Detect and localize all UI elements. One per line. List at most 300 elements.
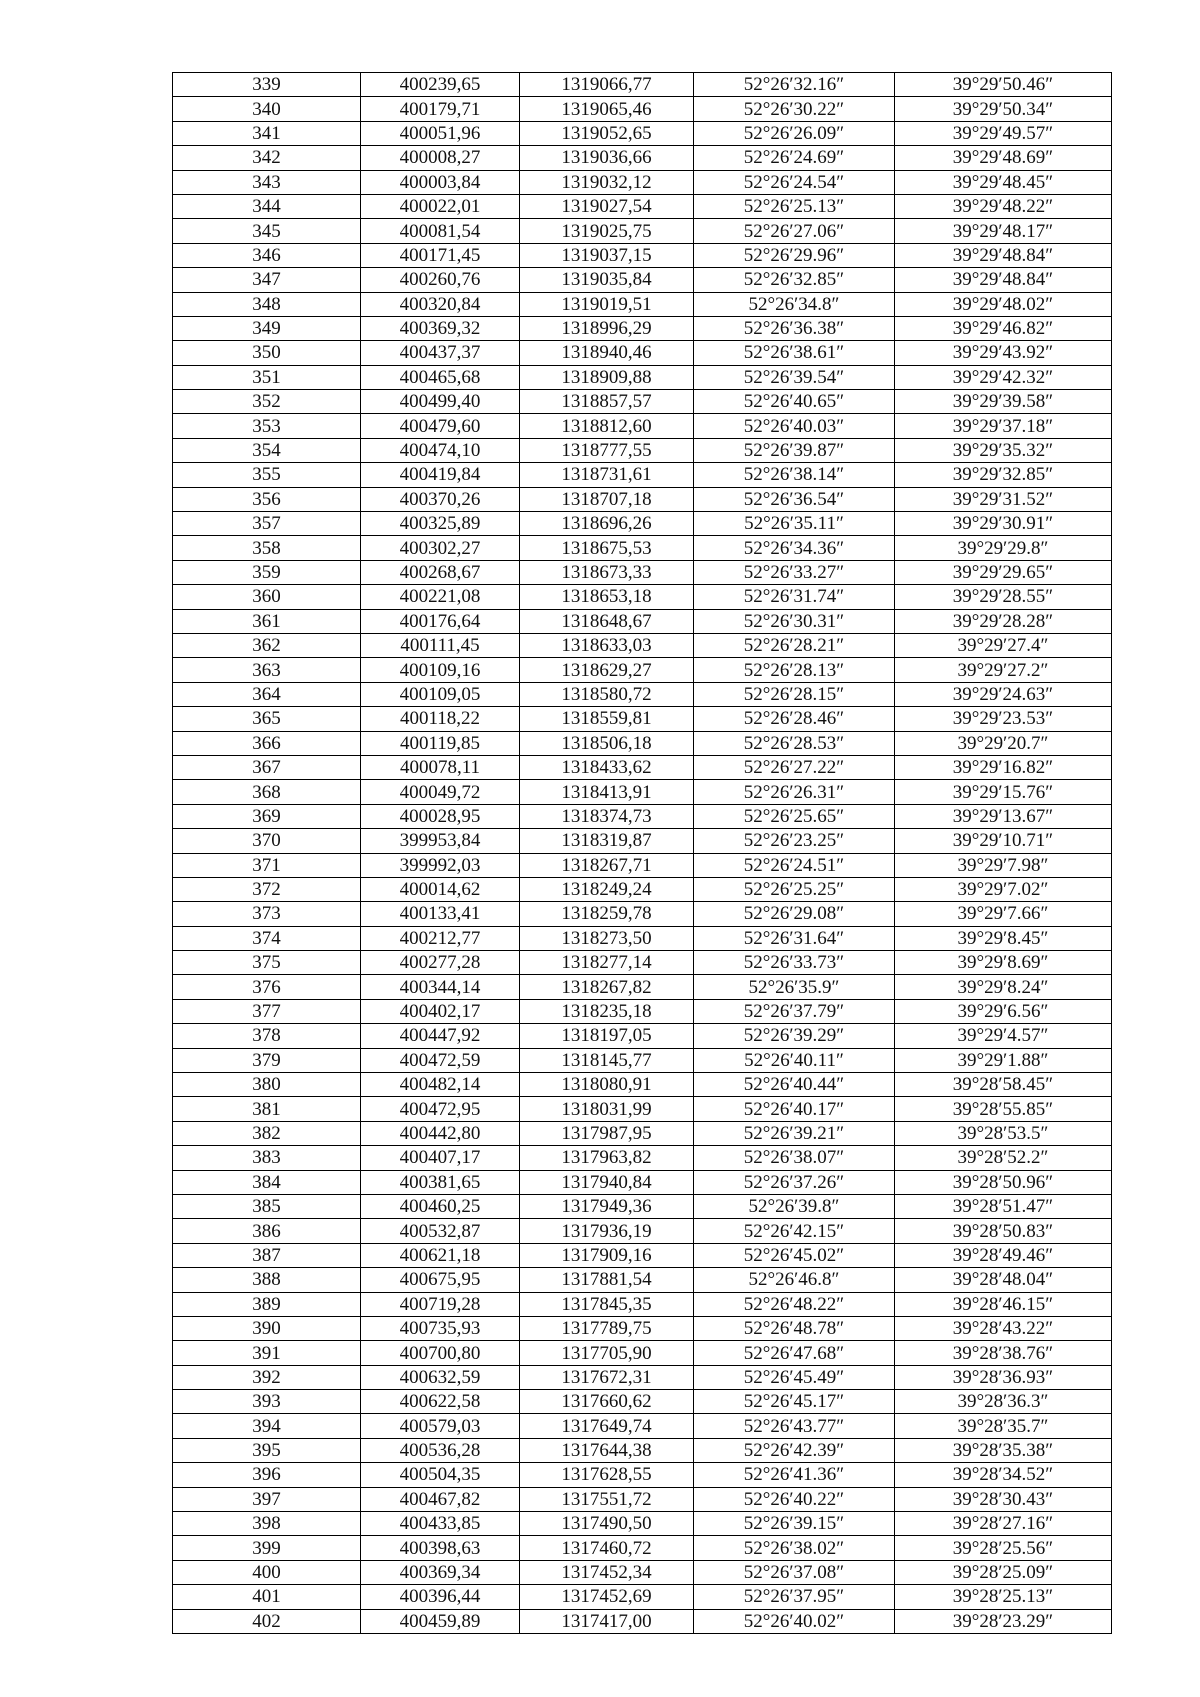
latitude-cell: 52°26′25.25″	[694, 877, 895, 901]
y-coordinate-cell: 1317644,38	[520, 1438, 694, 1462]
latitude-cell: 52°26′41.36″	[694, 1463, 895, 1487]
latitude-cell: 52°26′24.69″	[694, 146, 895, 170]
latitude-cell: 52°26′39.21″	[694, 1121, 895, 1145]
longitude-cell: 39°29′7.66″	[895, 902, 1112, 926]
table-row	[173, 268, 1112, 292]
table-row	[173, 1463, 1112, 1487]
table-row	[173, 1609, 1112, 1633]
point-number-cell: 394	[173, 1414, 361, 1438]
x-coordinate-cell: 400467,82	[361, 1487, 520, 1511]
point-number-cell: 378	[173, 1024, 361, 1048]
latitude-cell: 52°26′29.96″	[694, 243, 895, 267]
y-coordinate-cell: 1318249,24	[520, 877, 694, 901]
y-coordinate-cell: 1319027,54	[520, 194, 694, 218]
latitude-cell: 52°26′39.15″	[694, 1512, 895, 1536]
x-coordinate-cell: 400008,27	[361, 146, 520, 170]
x-coordinate-cell: 400320,84	[361, 292, 520, 316]
y-coordinate-cell: 1317963,82	[520, 1146, 694, 1170]
point-number-cell: 374	[173, 926, 361, 950]
point-number-cell: 363	[173, 658, 361, 682]
latitude-cell: 52°26′40.11″	[694, 1048, 895, 1072]
point-number-cell: 381	[173, 1097, 361, 1121]
y-coordinate-cell: 1318267,71	[520, 853, 694, 877]
table-row	[173, 1487, 1112, 1511]
point-number-cell: 377	[173, 999, 361, 1023]
latitude-cell: 52°26′39.54″	[694, 365, 895, 389]
point-number-cell: 355	[173, 463, 361, 487]
table-row	[173, 1170, 1112, 1194]
point-number-cell: 398	[173, 1512, 361, 1536]
point-number-cell: 376	[173, 975, 361, 999]
longitude-cell: 39°28′35.38″	[895, 1438, 1112, 1462]
x-coordinate-cell: 400442,80	[361, 1121, 520, 1145]
table-row	[173, 194, 1112, 218]
x-coordinate-cell: 400447,92	[361, 1024, 520, 1048]
table-row	[173, 1316, 1112, 1340]
latitude-cell: 52°26′33.73″	[694, 951, 895, 975]
x-coordinate-cell: 400078,11	[361, 755, 520, 779]
table-row	[173, 243, 1112, 267]
longitude-cell: 39°29′32.85″	[895, 463, 1112, 487]
point-number-cell: 350	[173, 341, 361, 365]
latitude-cell: 52°26′42.15″	[694, 1219, 895, 1243]
table-row	[173, 853, 1112, 877]
y-coordinate-cell: 1318433,62	[520, 755, 694, 779]
point-number-cell: 385	[173, 1194, 361, 1218]
table-row	[173, 633, 1112, 657]
point-number-cell: 368	[173, 780, 361, 804]
x-coordinate-cell: 400277,28	[361, 951, 520, 975]
longitude-cell: 39°29′43.92″	[895, 341, 1112, 365]
y-coordinate-cell: 1317845,35	[520, 1292, 694, 1316]
latitude-cell: 52°26′35.9″	[694, 975, 895, 999]
longitude-cell: 39°29′50.34″	[895, 97, 1112, 121]
x-coordinate-cell: 400369,32	[361, 316, 520, 340]
x-coordinate-cell: 400221,08	[361, 585, 520, 609]
latitude-cell: 52°26′45.49″	[694, 1365, 895, 1389]
point-number-cell: 351	[173, 365, 361, 389]
point-number-cell: 383	[173, 1146, 361, 1170]
x-coordinate-cell: 400472,59	[361, 1048, 520, 1072]
point-number-cell: 396	[173, 1463, 361, 1487]
y-coordinate-cell: 1318145,77	[520, 1048, 694, 1072]
table-row	[173, 1048, 1112, 1072]
y-coordinate-cell: 1319035,84	[520, 268, 694, 292]
point-number-cell: 401	[173, 1585, 361, 1609]
y-coordinate-cell: 1318277,14	[520, 951, 694, 975]
table-row	[173, 975, 1112, 999]
y-coordinate-cell: 1318031,99	[520, 1097, 694, 1121]
latitude-cell: 52°26′26.09″	[694, 121, 895, 145]
longitude-cell: 39°29′10.71″	[895, 829, 1112, 853]
table-row	[173, 1121, 1112, 1145]
x-coordinate-cell: 400051,96	[361, 121, 520, 145]
longitude-cell: 39°29′48.84″	[895, 268, 1112, 292]
table-row	[173, 1243, 1112, 1267]
point-number-cell: 349	[173, 316, 361, 340]
table-row	[173, 512, 1112, 536]
longitude-cell: 39°28′38.76″	[895, 1341, 1112, 1365]
latitude-cell: 52°26′38.02″	[694, 1536, 895, 1560]
latitude-cell: 52°26′40.44″	[694, 1073, 895, 1097]
table-row	[173, 682, 1112, 706]
x-coordinate-cell: 400111,45	[361, 633, 520, 657]
coordinates-table-body	[173, 73, 1112, 1634]
table-row	[173, 829, 1112, 853]
table-row	[173, 1365, 1112, 1389]
x-coordinate-cell: 400482,14	[361, 1073, 520, 1097]
y-coordinate-cell: 1318940,46	[520, 341, 694, 365]
longitude-cell: 39°29′7.02″	[895, 877, 1112, 901]
latitude-cell: 52°26′25.13″	[694, 194, 895, 218]
x-coordinate-cell: 400260,76	[361, 268, 520, 292]
table-row	[173, 1341, 1112, 1365]
table-row	[173, 97, 1112, 121]
y-coordinate-cell: 1318707,18	[520, 487, 694, 511]
point-number-cell: 341	[173, 121, 361, 145]
latitude-cell: 52°26′28.46″	[694, 707, 895, 731]
longitude-cell: 39°29′42.32″	[895, 365, 1112, 389]
x-coordinate-cell: 400700,80	[361, 1341, 520, 1365]
table-row	[173, 1560, 1112, 1584]
x-coordinate-cell: 400479,60	[361, 414, 520, 438]
point-number-cell: 365	[173, 707, 361, 731]
x-coordinate-cell: 400344,14	[361, 975, 520, 999]
longitude-cell: 39°28′25.13″	[895, 1585, 1112, 1609]
longitude-cell: 39°29′48.02″	[895, 292, 1112, 316]
x-coordinate-cell: 399992,03	[361, 853, 520, 877]
latitude-cell: 52°26′36.54″	[694, 487, 895, 511]
longitude-cell: 39°29′28.28″	[895, 609, 1112, 633]
table-row	[173, 999, 1112, 1023]
latitude-cell: 52°26′38.61″	[694, 341, 895, 365]
point-number-cell: 372	[173, 877, 361, 901]
y-coordinate-cell: 1319065,46	[520, 97, 694, 121]
table-row	[173, 1536, 1112, 1560]
latitude-cell: 52°26′46.8″	[694, 1268, 895, 1292]
table-row	[173, 1268, 1112, 1292]
table-row	[173, 414, 1112, 438]
point-number-cell: 364	[173, 682, 361, 706]
x-coordinate-cell: 399953,84	[361, 829, 520, 853]
x-coordinate-cell: 400419,84	[361, 463, 520, 487]
point-number-cell: 346	[173, 243, 361, 267]
table-row	[173, 341, 1112, 365]
x-coordinate-cell: 400465,68	[361, 365, 520, 389]
point-number-cell: 359	[173, 560, 361, 584]
table-row	[173, 438, 1112, 462]
point-number-cell: 347	[173, 268, 361, 292]
y-coordinate-cell: 1317936,19	[520, 1219, 694, 1243]
table-row	[173, 609, 1112, 633]
y-coordinate-cell: 1318633,03	[520, 633, 694, 657]
table-row	[173, 219, 1112, 243]
latitude-cell: 52°26′47.68″	[694, 1341, 895, 1365]
longitude-cell: 39°29′27.4″	[895, 633, 1112, 657]
point-number-cell: 339	[173, 73, 361, 97]
table-row	[173, 902, 1112, 926]
x-coordinate-cell: 400398,63	[361, 1536, 520, 1560]
latitude-cell: 52°26′36.38″	[694, 316, 895, 340]
latitude-cell: 52°26′40.02″	[694, 1609, 895, 1633]
x-coordinate-cell: 400396,44	[361, 1585, 520, 1609]
table-row	[173, 1073, 1112, 1097]
x-coordinate-cell: 400504,35	[361, 1463, 520, 1487]
x-coordinate-cell: 400049,72	[361, 780, 520, 804]
latitude-cell: 52°26′32.16″	[694, 73, 895, 97]
table-row	[173, 1390, 1112, 1414]
point-number-cell: 371	[173, 853, 361, 877]
x-coordinate-cell: 400268,67	[361, 560, 520, 584]
y-coordinate-cell: 1319025,75	[520, 219, 694, 243]
longitude-cell: 39°29′50.46″	[895, 73, 1112, 97]
latitude-cell: 52°26′30.22″	[694, 97, 895, 121]
longitude-cell: 39°29′1.88″	[895, 1048, 1112, 1072]
longitude-cell: 39°29′7.98″	[895, 853, 1112, 877]
latitude-cell: 52°26′39.29″	[694, 1024, 895, 1048]
x-coordinate-cell: 400003,84	[361, 170, 520, 194]
longitude-cell: 39°29′48.69″	[895, 146, 1112, 170]
y-coordinate-cell: 1317940,84	[520, 1170, 694, 1194]
y-coordinate-cell: 1317490,50	[520, 1512, 694, 1536]
point-number-cell: 362	[173, 633, 361, 657]
x-coordinate-cell: 400536,28	[361, 1438, 520, 1462]
y-coordinate-cell: 1319032,12	[520, 170, 694, 194]
y-coordinate-cell: 1318374,73	[520, 804, 694, 828]
latitude-cell: 52°26′37.79″	[694, 999, 895, 1023]
latitude-cell: 52°26′31.64″	[694, 926, 895, 950]
x-coordinate-cell: 400459,89	[361, 1609, 520, 1633]
table-row	[173, 877, 1112, 901]
longitude-cell: 39°28′50.96″	[895, 1170, 1112, 1194]
y-coordinate-cell: 1319037,15	[520, 243, 694, 267]
point-number-cell: 344	[173, 194, 361, 218]
table-row	[173, 390, 1112, 414]
latitude-cell: 52°26′42.39″	[694, 1438, 895, 1462]
table-row	[173, 731, 1112, 755]
x-coordinate-cell: 400579,03	[361, 1414, 520, 1438]
table-row	[173, 926, 1112, 950]
longitude-cell: 39°29′39.58″	[895, 390, 1112, 414]
point-number-cell: 340	[173, 97, 361, 121]
x-coordinate-cell: 400022,01	[361, 194, 520, 218]
point-number-cell: 380	[173, 1073, 361, 1097]
y-coordinate-cell: 1317628,55	[520, 1463, 694, 1487]
table-row	[173, 707, 1112, 731]
longitude-cell: 39°29′46.82″	[895, 316, 1112, 340]
y-coordinate-cell: 1318413,91	[520, 780, 694, 804]
point-number-cell: 388	[173, 1268, 361, 1292]
latitude-cell: 52°26′24.54″	[694, 170, 895, 194]
table-row	[173, 1024, 1112, 1048]
longitude-cell: 39°29′29.65″	[895, 560, 1112, 584]
table-row	[173, 755, 1112, 779]
table-row	[173, 804, 1112, 828]
longitude-cell: 39°28′55.85″	[895, 1097, 1112, 1121]
latitude-cell: 52°26′40.17″	[694, 1097, 895, 1121]
latitude-cell: 52°26′28.13″	[694, 658, 895, 682]
table-row	[173, 292, 1112, 316]
x-coordinate-cell: 400171,45	[361, 243, 520, 267]
x-coordinate-cell: 400370,26	[361, 487, 520, 511]
latitude-cell: 52°26′48.78″	[694, 1316, 895, 1340]
latitude-cell: 52°26′40.65″	[694, 390, 895, 414]
longitude-cell: 39°28′48.04″	[895, 1268, 1112, 1292]
latitude-cell: 52°26′45.17″	[694, 1390, 895, 1414]
longitude-cell: 39°29′48.84″	[895, 243, 1112, 267]
table-row	[173, 170, 1112, 194]
longitude-cell: 39°29′8.24″	[895, 975, 1112, 999]
table-row	[173, 316, 1112, 340]
table-row	[173, 463, 1112, 487]
point-number-cell: 356	[173, 487, 361, 511]
point-number-cell: 361	[173, 609, 361, 633]
y-coordinate-cell: 1317452,34	[520, 1560, 694, 1584]
y-coordinate-cell: 1318235,18	[520, 999, 694, 1023]
longitude-cell: 39°29′23.53″	[895, 707, 1112, 731]
longitude-cell: 39°28′25.56″	[895, 1536, 1112, 1560]
point-number-cell: 367	[173, 755, 361, 779]
x-coordinate-cell: 400133,41	[361, 902, 520, 926]
y-coordinate-cell: 1317417,00	[520, 1609, 694, 1633]
table-row	[173, 1292, 1112, 1316]
y-coordinate-cell: 1318696,26	[520, 512, 694, 536]
longitude-cell: 39°28′46.15″	[895, 1292, 1112, 1316]
x-coordinate-cell: 400369,34	[361, 1560, 520, 1584]
y-coordinate-cell: 1319036,66	[520, 146, 694, 170]
y-coordinate-cell: 1318273,50	[520, 926, 694, 950]
table-row	[173, 1512, 1112, 1536]
latitude-cell: 52°26′26.31″	[694, 780, 895, 804]
y-coordinate-cell: 1317452,69	[520, 1585, 694, 1609]
point-number-cell: 375	[173, 951, 361, 975]
x-coordinate-cell: 400735,93	[361, 1316, 520, 1340]
longitude-cell: 39°29′48.45″	[895, 170, 1112, 194]
x-coordinate-cell: 400381,65	[361, 1170, 520, 1194]
latitude-cell: 52°26′27.22″	[694, 755, 895, 779]
y-coordinate-cell: 1318319,87	[520, 829, 694, 853]
longitude-cell: 39°28′52.2″	[895, 1146, 1112, 1170]
x-coordinate-cell: 400532,87	[361, 1219, 520, 1243]
table-row	[173, 487, 1112, 511]
y-coordinate-cell: 1317949,36	[520, 1194, 694, 1218]
table-row	[173, 1194, 1112, 1218]
point-number-cell: 392	[173, 1365, 361, 1389]
point-number-cell: 353	[173, 414, 361, 438]
point-number-cell: 348	[173, 292, 361, 316]
latitude-cell: 52°26′27.06″	[694, 219, 895, 243]
y-coordinate-cell: 1317672,31	[520, 1365, 694, 1389]
x-coordinate-cell: 400622,58	[361, 1390, 520, 1414]
latitude-cell: 52°26′40.22″	[694, 1487, 895, 1511]
longitude-cell: 39°29′29.8″	[895, 536, 1112, 560]
point-number-cell: 379	[173, 1048, 361, 1072]
point-number-cell: 390	[173, 1316, 361, 1340]
longitude-cell: 39°29′24.63″	[895, 682, 1112, 706]
point-number-cell: 373	[173, 902, 361, 926]
x-coordinate-cell: 400109,16	[361, 658, 520, 682]
latitude-cell: 52°26′31.74″	[694, 585, 895, 609]
y-coordinate-cell: 1317551,72	[520, 1487, 694, 1511]
x-coordinate-cell: 400675,95	[361, 1268, 520, 1292]
point-number-cell: 343	[173, 170, 361, 194]
latitude-cell: 52°26′40.03″	[694, 414, 895, 438]
y-coordinate-cell: 1319066,77	[520, 73, 694, 97]
point-number-cell: 386	[173, 1219, 361, 1243]
table-row	[173, 73, 1112, 97]
point-number-cell: 352	[173, 390, 361, 414]
y-coordinate-cell: 1318580,72	[520, 682, 694, 706]
y-coordinate-cell: 1317460,72	[520, 1536, 694, 1560]
y-coordinate-cell: 1318673,33	[520, 560, 694, 584]
point-number-cell: 400	[173, 1560, 361, 1584]
y-coordinate-cell: 1318996,29	[520, 316, 694, 340]
longitude-cell: 39°29′48.22″	[895, 194, 1112, 218]
point-number-cell: 358	[173, 536, 361, 560]
y-coordinate-cell: 1317789,75	[520, 1316, 694, 1340]
table-row	[173, 951, 1112, 975]
latitude-cell: 52°26′25.65″	[694, 804, 895, 828]
longitude-cell: 39°28′58.45″	[895, 1073, 1112, 1097]
table-row	[173, 1438, 1112, 1462]
point-number-cell: 387	[173, 1243, 361, 1267]
x-coordinate-cell: 400437,37	[361, 341, 520, 365]
y-coordinate-cell: 1317705,90	[520, 1341, 694, 1365]
x-coordinate-cell: 400472,95	[361, 1097, 520, 1121]
longitude-cell: 39°28′30.43″	[895, 1487, 1112, 1511]
latitude-cell: 52°26′29.08″	[694, 902, 895, 926]
latitude-cell: 52°26′48.22″	[694, 1292, 895, 1316]
longitude-cell: 39°28′34.52″	[895, 1463, 1112, 1487]
y-coordinate-cell: 1318857,57	[520, 390, 694, 414]
table-row	[173, 585, 1112, 609]
x-coordinate-cell: 400433,85	[361, 1512, 520, 1536]
x-coordinate-cell: 400407,17	[361, 1146, 520, 1170]
point-number-cell: 345	[173, 219, 361, 243]
longitude-cell: 39°29′49.57″	[895, 121, 1112, 145]
table-row	[173, 1146, 1112, 1170]
y-coordinate-cell: 1318559,81	[520, 707, 694, 731]
table-row	[173, 560, 1112, 584]
table-row	[173, 121, 1112, 145]
point-number-cell: 370	[173, 829, 361, 853]
latitude-cell: 52°26′39.8″	[694, 1194, 895, 1218]
longitude-cell: 39°29′28.55″	[895, 585, 1112, 609]
table-row	[173, 780, 1112, 804]
longitude-cell: 39°29′27.2″	[895, 658, 1112, 682]
x-coordinate-cell: 400325,89	[361, 512, 520, 536]
table-row	[173, 1219, 1112, 1243]
y-coordinate-cell: 1319052,65	[520, 121, 694, 145]
latitude-cell: 52°26′39.87″	[694, 438, 895, 462]
longitude-cell: 39°28′25.09″	[895, 1560, 1112, 1584]
latitude-cell: 52°26′28.15″	[694, 682, 895, 706]
latitude-cell: 52°26′24.51″	[694, 853, 895, 877]
longitude-cell: 39°29′48.17″	[895, 219, 1112, 243]
x-coordinate-cell: 400302,27	[361, 536, 520, 560]
point-number-cell: 342	[173, 146, 361, 170]
y-coordinate-cell: 1318675,53	[520, 536, 694, 560]
longitude-cell: 39°28′50.83″	[895, 1219, 1112, 1243]
longitude-cell: 39°28′36.3″	[895, 1390, 1112, 1414]
latitude-cell: 52°26′45.02″	[694, 1243, 895, 1267]
table-row	[173, 146, 1112, 170]
y-coordinate-cell: 1317649,74	[520, 1414, 694, 1438]
x-coordinate-cell: 400402,17	[361, 999, 520, 1023]
y-coordinate-cell: 1318259,78	[520, 902, 694, 926]
point-number-cell: 360	[173, 585, 361, 609]
y-coordinate-cell: 1318653,18	[520, 585, 694, 609]
